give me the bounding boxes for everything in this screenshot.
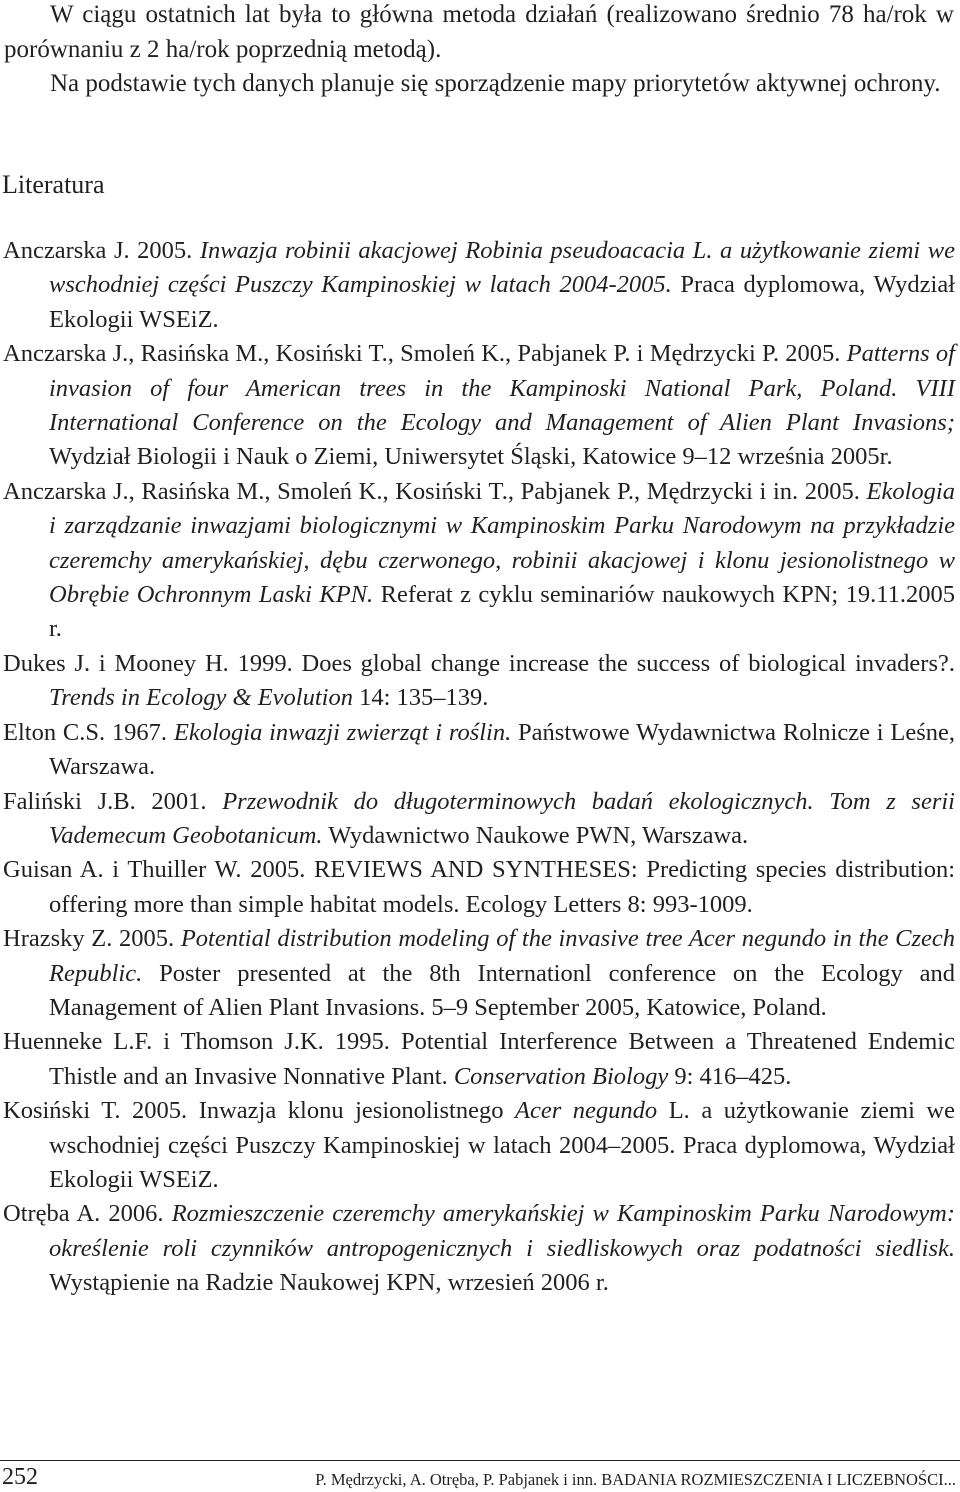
reference-item: Hrazsky Z. 2005. Potential distribution modeling of the invasive tree Acer negundo in the Czech Republic. Poster presented at the 8th Internationl conference on the Ecology and Management of Alien Plant Invasions. 5–9 September 2005, Katowice, Poland.	[3, 925, 955, 1021]
page-number: 252	[2, 1464, 38, 1490]
intro-paragraph: W ciągu ostatnich lat była to główna metoda działań (realizowano średnio 78 ha/rok w porównaniu z 2 ha/rok poprzednią metodą).	[4, 1, 954, 63]
reference-item: Kosiński T. 2005. Inwazja klonu jesionolistnego Acer negundo L. a użytkowanie ziemi we wschodniej części Puszczy Kampinoskiej w latach 2004–2005. Praca dyplomowa, Wydział Ekologii WSEiZ.	[3, 1097, 955, 1193]
reference-item: Huenneke L.F. i Thomson J.K. 1995. Potential Interference Between a Threatened Endemic Thistle and an Invasive Nonnative Plant. Conservation Biology 9: 416–425.	[3, 1028, 955, 1090]
reference-item: Otręba A. 2006. Rozmieszczenie czeremchy amerykańskiej w Kampinoskim Parku Narodowym: określenie roli czynników antropogenicznych i siedliskowych oraz podatności siedlisk. Wystąpienie na Radzie Naukowej KPN, wrzesień 2006 r.	[3, 1200, 955, 1297]
reference-list	[3, 234, 955, 1301]
reference-item: Faliński J.B. 2001. Przewodnik do długoterminowych badań ekologicznych. Tom z serii Vademecum Geobotanicum. Wydawnictwo Naukowe PWN, Warszawa.	[3, 787, 955, 849]
running-title: P. Mędrzycki, A. Otręba, P. Pabjanek i inn. BADANIA ROZMIESZCZENIA I LICZEBNOŚCI...	[315, 1470, 956, 1489]
reference-item: Elton C.S. 1967. Ekologia inwazji zwierząt i roślin. Państwowe Wydawnictwa Rolnicze i Leśne, Warszawa.	[3, 718, 955, 781]
page-footer	[0, 1460, 960, 1492]
intro-section	[4, 0, 954, 102]
reference-item: Anczarska J., Rasińska M., Smoleń K., Kosiński T., Pabjanek P., Mędrzycki i in. 2005. Ekologia i zarządzanie inwazjami biologicznymi w Kampinoskim Parku Narodowym na przykładzie czeremchy amerykańskiej, dębu czerwonego, robinii akacjowej i klonu jesionolistnego w Obrębie Ochronnym Laski KPN. Referat z cyklu seminariów naukowych KPN; 19.11.2005 r.	[3, 477, 955, 643]
footer-rule	[0, 1460, 960, 1461]
reference-item: Dukes J. i Mooney H. 1999. Does global change increase the success of biological invaders?. Trends in Ecology & Evolution 14: 135–139.	[3, 649, 955, 712]
reference-item: Anczarska J., Rasińska M., Kosiński T., Smoleń K., Pabjanek P. i Mędrzycki P. 2005. Patterns of invasion of four American trees in the Kampinoski National Park, Poland. VIII International Conference on the Ecology and Management of Alien Plant Invasions; Wydział Biologii i Nauk o Ziemi, Uniwersytet Śląski, Katowice 9–12 września 2005r.	[3, 340, 955, 471]
reference-item: Guisan A. i Thuiller W. 2005. REVIEWS AND SYNTHESES: Predicting species distribution: offering more than simple habitat models. Ecology Letters 8: 993-1009.	[3, 856, 955, 918]
intro-paragraph: Na podstawie tych danych planuje się sporządzenie mapy priorytetów aktywnej ochrony.	[50, 70, 941, 97]
reference-item: Anczarska J. 2005. Inwazja robinii akacjowej Robinia pseudoacacia L. a użytkowanie ziemi we wschodniej części Puszczy Kampinoskiej w latach 2004-2005. Praca dyplomowa, Wydział Ekologii WSEiZ.	[3, 237, 955, 333]
section-heading: Literatura	[2, 170, 105, 199]
